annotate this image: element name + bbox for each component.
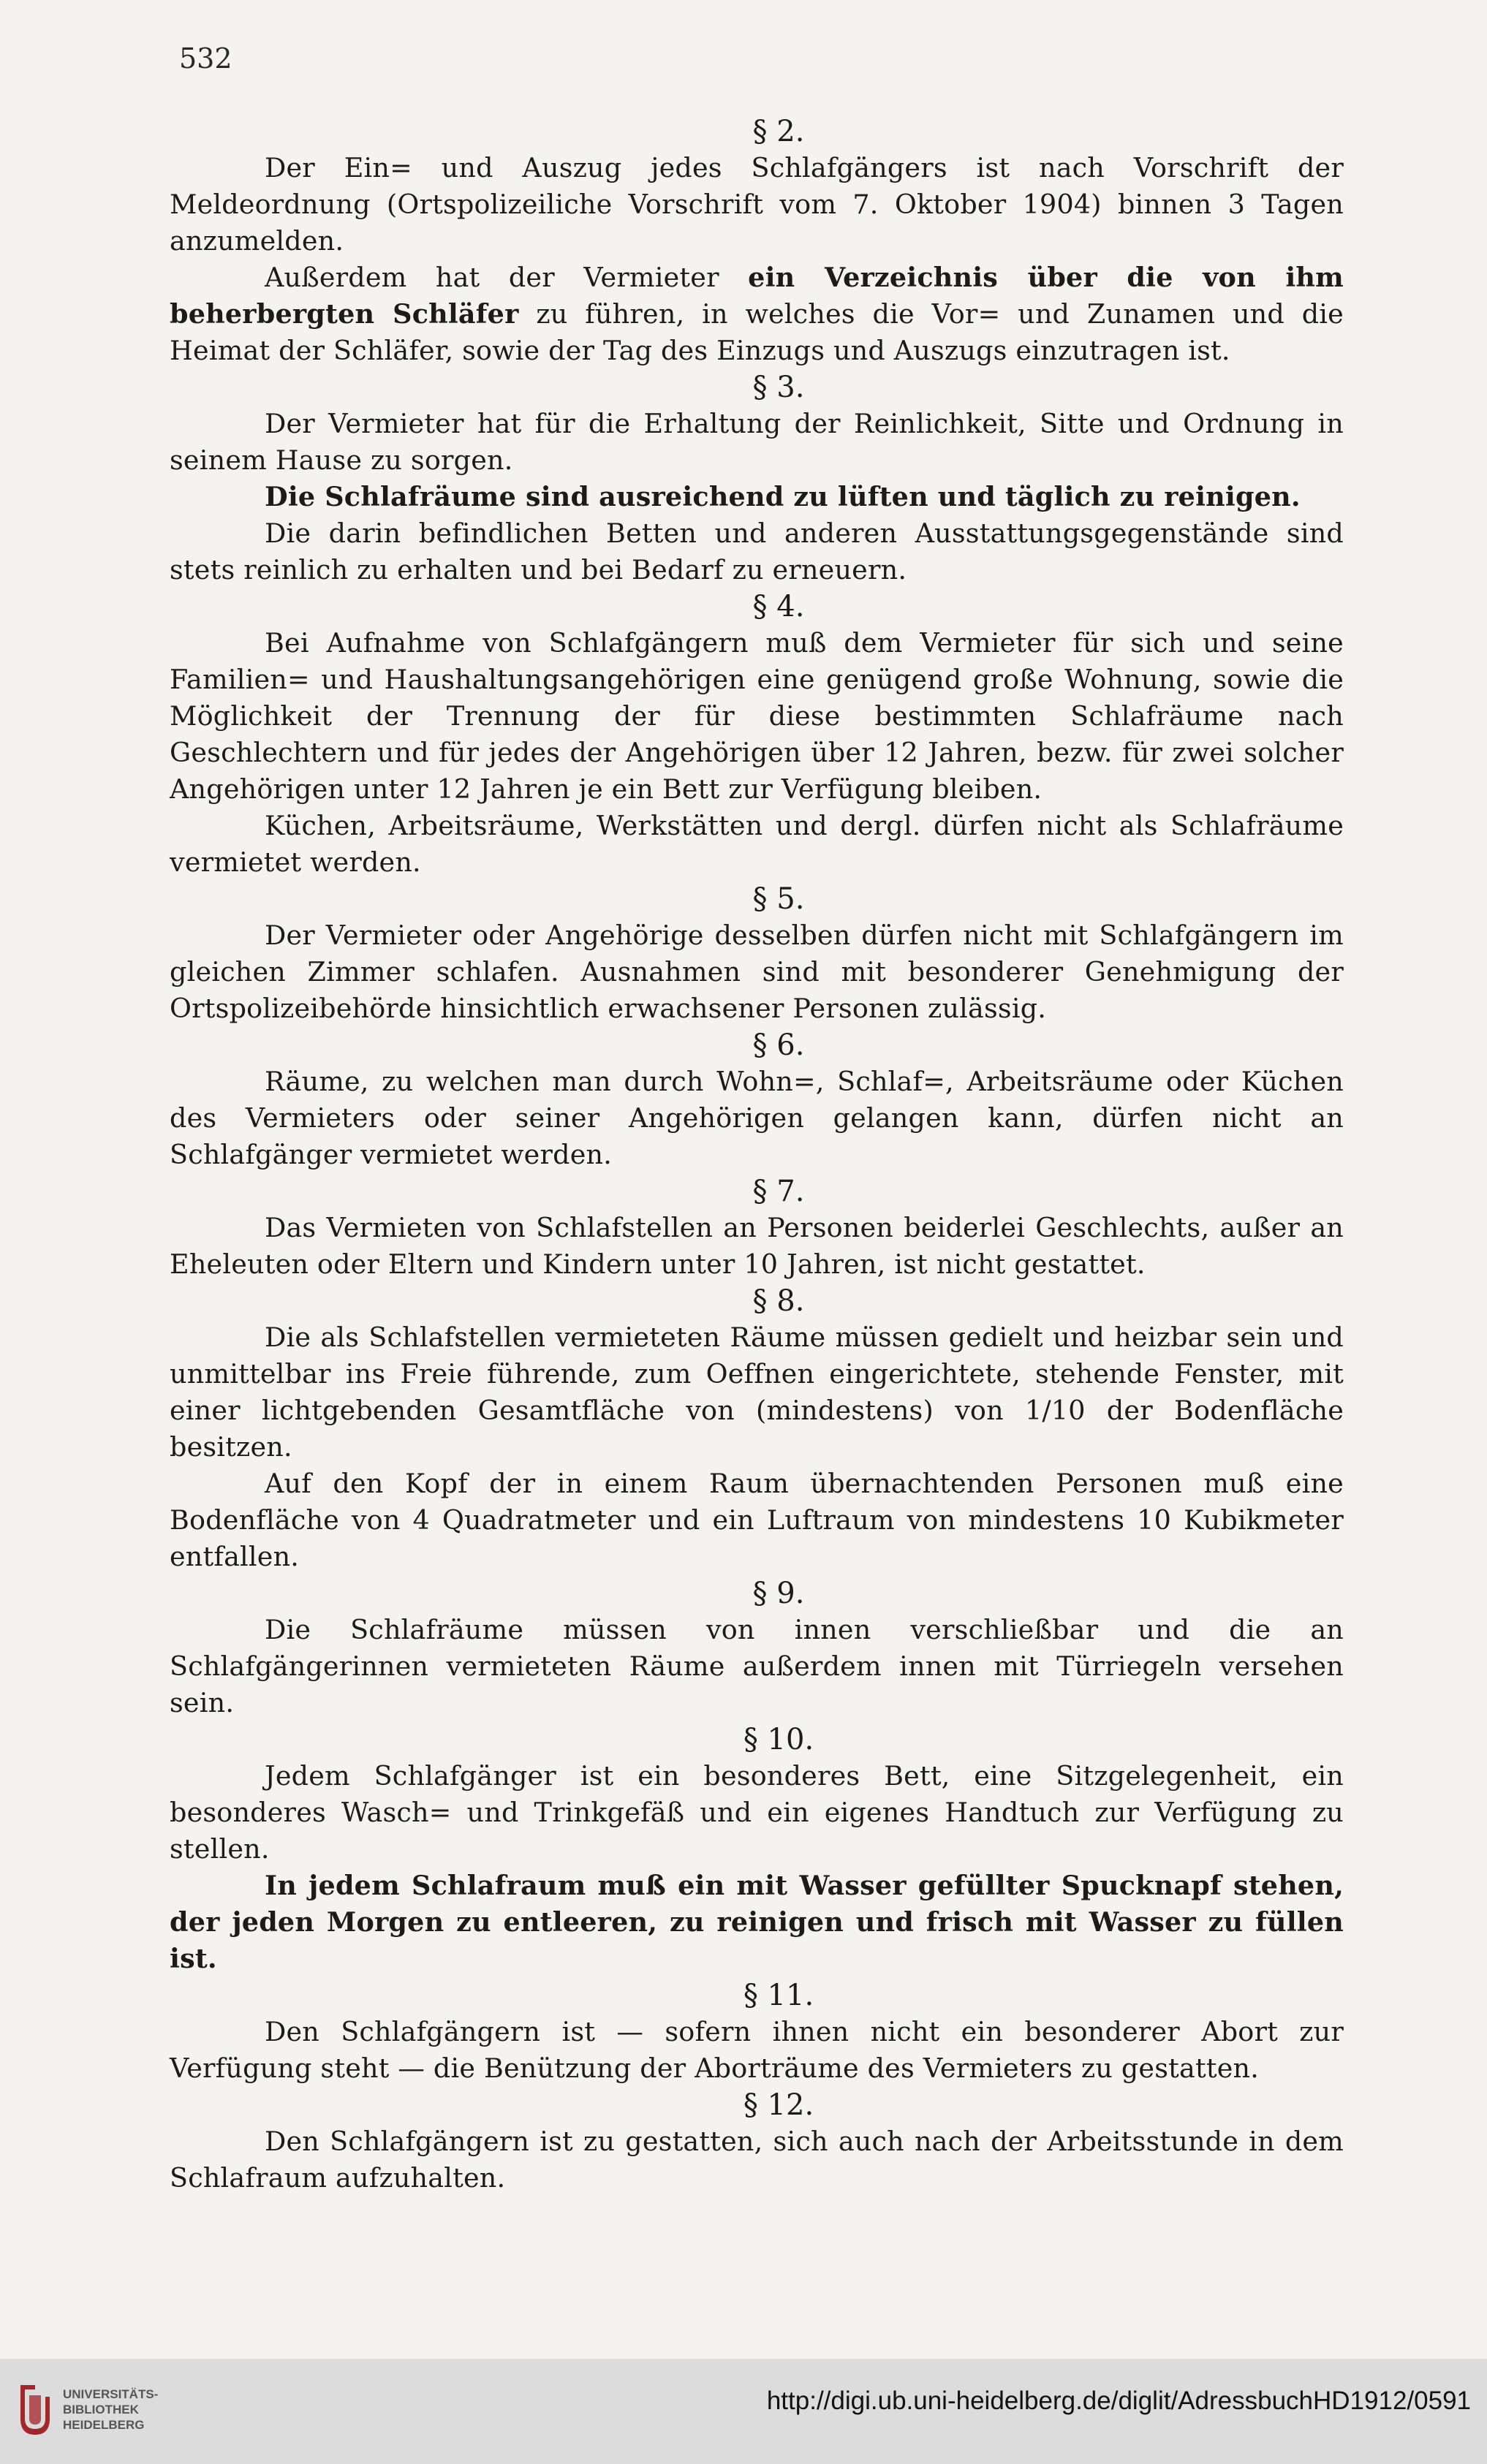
- text-run: Bei Aufnahme von Schlafgängern muß dem Vermieter für sich und seine Familien= und Haushaltungsangehörigen eine genügend große Wohnung, sowie die Möglichkeit der Trennung der für diese bestimmten Schlafräume nach Geschlechtern und für jedes der Angehörigen über 12 Jahren, bezw. für zwei solcher Angehörigen unter 12 Jahren je ein Bett zur Verfügung bleiben.: [170, 627, 1344, 805]
- bold-text-run: ein Verzeichnis über die von ihm beherbergten Schläfer: [170, 262, 1344, 330]
- paragraph: [170, 1210, 1344, 1283]
- library-name-line: BIBLIOTHEK: [63, 2403, 139, 2416]
- section-heading: § 11.: [743, 1979, 814, 2012]
- text-run: Der Vermieter oder Angehörige desselben dürfen nicht mit Schlafgängern im gleichen Zimmer schlafen. Ausnahmen sind mit besonderer Genehmigung der Ortspolizeibehörde hinsichtlich erwachsener Personen zulässig.: [170, 920, 1344, 1024]
- text-run: Das Vermieten von Schlafstellen an Personen beiderlei Geschlechts, außer an Eheleuten oder Eltern und Kindern unter 10 Jahren, ist nicht gestattet.: [170, 1212, 1344, 1280]
- paragraph: [170, 150, 1344, 259]
- section-heading: § 12.: [743, 2088, 814, 2122]
- footer-bar: [0, 2359, 1487, 2464]
- paragraph: [170, 1612, 1344, 1721]
- text-run: Die Schlafräume müssen von innen verschließbar und die an Schlafgängerinnen vermieteten Räume außerdem innen mit Türriegeln versehen sein.: [170, 1614, 1344, 1718]
- paragraph: [170, 1064, 1344, 1173]
- library-name-line: UNIVERSITÄTS-: [63, 2387, 159, 2401]
- page-number: 532: [179, 42, 232, 75]
- paragraph: [170, 2014, 1344, 2087]
- text-run: zu führen, in welches die Vor= und Zunamen und die Heimat der Schläfer, sowie der Tag des Einzugs und Auszugs einzutragen ist.: [170, 298, 1344, 366]
- section-heading: § 9.: [752, 1577, 805, 1610]
- section-heading: § 8.: [752, 1284, 805, 1318]
- text-run: Jedem Schlafgänger ist ein besonderes Bett, eine Sitzgelegenheit, ein besonderes Wasch= und Trinkgefäß und ein eigenes Handtuch zur Verfügung zu stellen.: [170, 1760, 1344, 1865]
- section-heading: § 2.: [752, 115, 805, 148]
- paragraph: [170, 808, 1344, 881]
- paragraph: [170, 406, 1344, 479]
- paragraph: [170, 917, 1344, 1027]
- library-name-line: HEIDELBERG: [63, 2418, 145, 2432]
- section-heading: § 4.: [752, 590, 805, 623]
- section-heading: § 10.: [743, 1723, 814, 1756]
- section-heading: § 3.: [752, 371, 805, 404]
- source-url-link[interactable]: http://digi.ub.uni-heidelberg.de/diglit/AdressbuchHD1912/0591: [766, 2387, 1471, 2415]
- paragraph: [170, 625, 1344, 808]
- paragraph: [170, 1319, 1344, 1466]
- bold-text-run: Die Schlafräume sind ausreichend zu lüften und täglich zu reinigen.: [265, 481, 1301, 512]
- paragraph: [170, 479, 1344, 515]
- text-run: Den Schlafgängern ist — sofern ihnen nicht ein besonderer Abort zur Verfügung steht — die Benützung der Aborträume des Vermieters zu gestatten.: [170, 2016, 1344, 2084]
- text-run: Der Ein= und Auszug jedes Schlafgängers ist nach Vorschrift der Meldeordnung (Ortspolizeiliche Vorschrift vom 7. Oktober 1904) binnen 3 Tagen anzumelden.: [170, 152, 1344, 257]
- section-heading: § 6.: [752, 1028, 805, 1062]
- text-run: Den Schlafgängern ist zu gestatten, sich auch nach der Arbeitsstunde in dem Schlafraum aufzuhalten.: [170, 2126, 1344, 2194]
- section-heading: § 5.: [752, 882, 805, 916]
- text-run: Räume, zu welchen man durch Wohn=, Schlaf=, Arbeitsräume oder Küchen des Vermieters oder seiner Angehörigen gelangen kann, dürfen nicht an Schlafgänger vermietet werden.: [170, 1066, 1344, 1170]
- text-run: Auf den Kopf der in einem Raum übernachtenden Personen muß eine Bodenfläche von 4 Quadratmeter und ein Luftraum von mindestens 10 Kubikmeter entfallen.: [170, 1468, 1344, 1572]
- paragraph: [170, 1466, 1344, 1575]
- library-name: [63, 2387, 158, 2433]
- paragraph: [170, 259, 1344, 369]
- university-logo-icon: [13, 2381, 56, 2444]
- bold-text-run: In jedem Schlafraum muß ein mit Wasser gefüllter Spucknapf stehen, der jeden Morgen zu entleeren, zu reinigen und frisch mit Wasser zu füllen ist.: [170, 1870, 1344, 1974]
- text-run: Die als Schlafstellen vermieteten Räume müssen gedielt und heizbar sein und unmittelbar ins Freie führende, zum Oeffnen eingerichtete, stehende Fenster, mit einer lichtgebenden Gesamtfläche von (mindestens) von 1/10 der Bodenfläche besitzen.: [170, 1322, 1344, 1463]
- text-run: Der Vermieter hat für die Erhaltung der Reinlichkeit, Sitte und Ordnung in seinem Hause zu sorgen.: [170, 408, 1344, 476]
- paragraph: [170, 2123, 1344, 2196]
- section-heading: § 7.: [752, 1175, 805, 1208]
- text-run: Küchen, Arbeitsräume, Werkstätten und dergl. dürfen nicht als Schlafräume vermietet werden.: [170, 810, 1344, 878]
- document-body: [170, 113, 1344, 2196]
- paragraph: [170, 515, 1344, 588]
- paragraph: [170, 1758, 1344, 1868]
- text-run: Die darin befindlichen Betten und anderen Ausstattungsgegenstände sind stets reinlich zu erhalten und bei Bedarf zu erneuern.: [170, 518, 1344, 585]
- text-run: Außerdem hat der Vermieter: [265, 262, 749, 293]
- paragraph: [170, 1868, 1344, 1977]
